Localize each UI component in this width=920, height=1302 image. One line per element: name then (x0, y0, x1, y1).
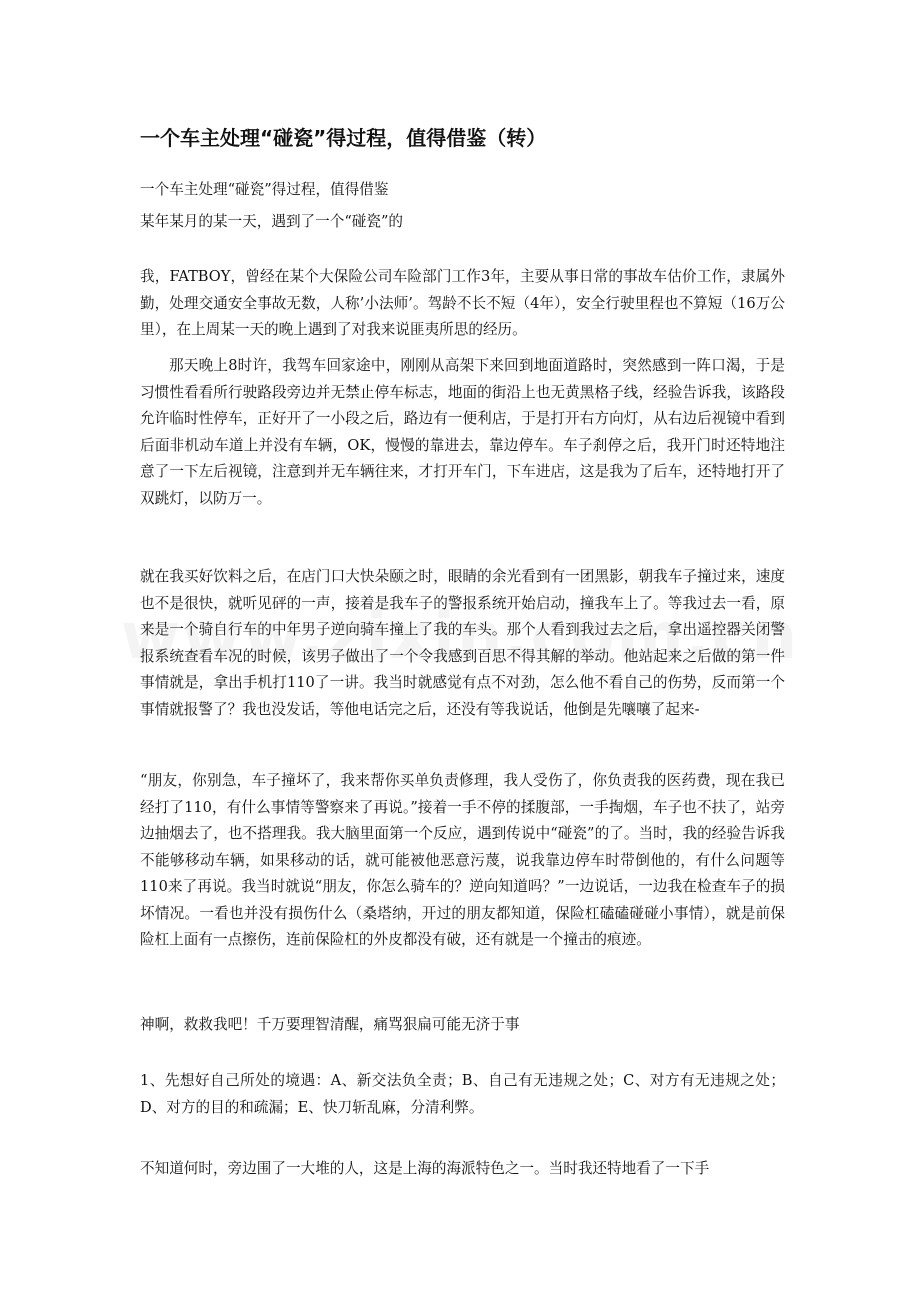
paragraph-evening: 那天晚上8时许，我驾车回家途中，刚刚从高架下来回到地面道路时，突然感到一阵口渴，于是习惯性看看所行驶路段旁边并无禁止停车标志，地面的街沿上也无黄黑格子线，经验告诉我，该路段允许临时性停车，正好开了一小段之后，路边有一便利店，于是打开右方向灯，从右边后视镜中看到后面非机动车道上并没有车辆，OK，慢慢的靠进去，靠边停车。车子刹停之后，我开门时还特地注意了一下左后视镜，注意到并无车辆往来，才打开车门，下车进店，这是我为了后车，还特地打开了双跳灯，以防万一。 (140, 357, 785, 507)
paragraph-checklist: 1、先想好自己所处的境遇：A、新交法负全责；B、自己有无违规之处；C、对方有无违规之处；D、对方的目的和疏漏；E、快刀斩乱麻，分清利弊。 (140, 1072, 785, 1116)
paragraph-crowd: 不知道何时，旁边围了一大堆的人，这是上海的海派特色之一。当时我还特地看了一下手 (140, 1160, 710, 1177)
subtitle-line-1: 一个车主处理“碰瓷”得过程，值得借鉴 (140, 181, 389, 198)
paragraph-dialogue: “朋友，你别急，车子撞坏了，我来帮你买单负责修理，我人受伤了，你负责我的医药费，现在我已经打了110，有什么事情等警察来了再说。”接着一手不停的揉腹部，一手掏烟，车子也不扶了，站旁边抽烟去了，也不搭理我。我大脑里面第一个反应，遇到传说中“碰瓷”的了。当时，我的经验告诉我不能够移动车辆，如果移动的话，就可能被他恶意污蔑，说我靠边停车时带倒他的，有什么问题等110来了再说。我当时就说“朋友，你怎么骑车的？逆向知道吗？”一边说话，一边我在检查车子的损坏情况。一看也并没有损伤什么（桑塔纳，开过的朋友都知道，保险杠磕磕碰碰小事情），就是前保险杠上面有一点擦伤，连前保险杠的外皮都没有破，还有就是一个撞击的痕迹。 (140, 772, 785, 948)
paragraph-exclamation: 神啊，救救我吧！千万要理智清醒，痛骂狠扁可能无济于事 (140, 1016, 520, 1033)
paragraph-collision: 就在我买好饮料之后，在店门口大快朵颐之时，眼睛的余光看到有一团黑影，朝我车子撞过来，速度也不是很快，就听见砰的一声，接着是我车子的警报系统开始启动，撞我车上了。等我过去一看，原来是一个骑自行车的中年男子逆向骑车撞上了我的车头。那个人看到我过去之后，拿出遥控器关闭警报系统查看车况的时候，该男子做出了一个令我感到百思不得其解的举动。他站起来之后做的第一件事情就是，拿出手机打110了一讲。我当时就感觉有点不对劲，怎么他不看自己的伤势，反而第一个事情就报警了？我也没发话，等他电话完之后，还没有等我说话，他倒是先嚷嚷了起来- (140, 568, 785, 718)
paragraph-intro: 我，FATBOY，曾经在某个大保险公司车险部门工作3年，主要从事日常的事故车估价工作，隶属外勤，处理交通安全事故无数，人称’小法师’。驾龄不长不短（4年），安全行驶里程也不算短（16万公里），在上周某一天的晚上遇到了对我来说匪夷所思的经历。 (140, 268, 785, 338)
subtitle-line-2: 某年某月的某一天，遇到了一个“碰瓷”的 (140, 213, 404, 230)
document-title: 一个车主处理“碰瓷”得过程，值得借鉴（转） (140, 126, 547, 150)
